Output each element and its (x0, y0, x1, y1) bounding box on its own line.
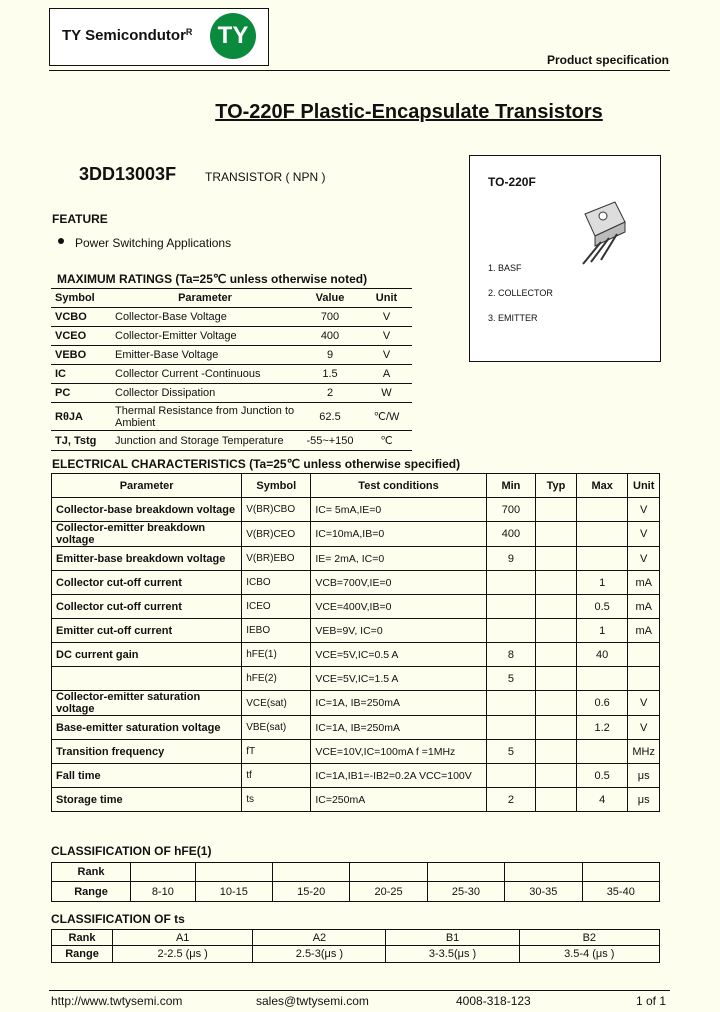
ec-cell (536, 547, 577, 571)
ts-rank-cell: A2 (253, 930, 386, 946)
ec-cell: IC=10mA,IB=0 (311, 522, 486, 547)
max-ratings-heading: MAXIMUM RATINGS (Ta=25℃ unless otherwise noted) (57, 272, 368, 286)
ec-cell: IC=1A, IB=250mA (311, 716, 486, 740)
table-row (52, 571, 660, 595)
package-box (469, 155, 661, 362)
table-row (52, 716, 660, 740)
ec-cell: Collector cut-off current (52, 571, 242, 595)
table-row (52, 619, 660, 643)
company-logo-box (49, 8, 269, 66)
ec-cell (576, 522, 627, 547)
ec-cell: hFE(2) (242, 667, 311, 691)
pin-3-label: 3. EMITTER (488, 313, 538, 323)
class-ts-heading: CLASSIFICATION OF ts (51, 912, 185, 926)
table-row (52, 547, 660, 571)
mr-header-value: Value (299, 289, 361, 308)
ec-cell (486, 595, 535, 619)
ec-cell: IE= 2mA, IC=0 (311, 547, 486, 571)
ec-header-parameter: Parameter (52, 474, 242, 498)
ec-cell: MHz (628, 740, 660, 764)
ec-cell: Storage time (52, 788, 242, 812)
ec-cell: mA (628, 571, 660, 595)
ec-cell (536, 667, 577, 691)
ts-range-cell: 2.5-3(μs ) (253, 946, 386, 963)
table-row (52, 740, 660, 764)
ec-cell (486, 619, 535, 643)
ec-cell (628, 643, 660, 667)
ec-cell: IC=1A, IB=250mA (311, 691, 486, 716)
ec-cell: Fall time (52, 764, 242, 788)
ec-cell: V (628, 498, 660, 522)
ec-cell: V(BR)EBO (242, 547, 311, 571)
bullet-icon (58, 238, 64, 244)
ec-cell: V (628, 716, 660, 740)
ec-cell: 700 (486, 498, 535, 522)
mr-header-symbol: Symbol (51, 289, 111, 308)
ec-cell (486, 571, 535, 595)
ec-cell: ICEO (242, 595, 311, 619)
ec-cell: Emitter-base breakdown voltage (52, 547, 242, 571)
hfe-range-label: Range (52, 882, 131, 902)
ec-cell: V (628, 547, 660, 571)
mr-header-parameter: Parameter (111, 289, 299, 308)
header-divider (49, 70, 670, 71)
ec-cell: μs (628, 764, 660, 788)
ec-cell: Base-emitter saturation voltage (52, 716, 242, 740)
table-row (52, 522, 660, 547)
ec-cell: Collector-base breakdown voltage (52, 498, 242, 522)
company-name: TY Semicondutor$^R$ (62, 27, 193, 44)
ec-cell (536, 571, 577, 595)
ec-cell: Transition frequency (52, 740, 242, 764)
ec-cell (536, 716, 577, 740)
ec-cell (536, 740, 577, 764)
ec-header-symbol: Symbol (242, 474, 311, 498)
table-row: RθJA Thermal Resistance from Junction to Ambient 62.5 ℃/W (51, 403, 412, 431)
ec-cell: V (628, 522, 660, 547)
ec-cell (486, 691, 535, 716)
electrical-heading: ELECTRICAL CHARACTERISTICS (Ta=25℃ unless otherwise specified) (52, 457, 461, 471)
electrical-characteristics-table (51, 473, 660, 812)
ec-cell: VCB=700V,IE=0 (311, 571, 486, 595)
ec-header-unit: Unit (628, 474, 660, 498)
part-type: TRANSISTOR ( NPN ) (205, 170, 326, 184)
hfe-rank-label: Rank (52, 863, 131, 882)
ec-cell: 2 (486, 788, 535, 812)
ec-cell (628, 667, 660, 691)
ec-cell: ts (242, 788, 311, 812)
ec-cell: 4 (576, 788, 627, 812)
ec-cell (536, 691, 577, 716)
ec-cell: Collector-emitter saturation voltage (52, 691, 242, 716)
ec-cell (52, 667, 242, 691)
table-row: PC Collector Dissipation 2 W (51, 384, 412, 403)
ec-cell: 9 (486, 547, 535, 571)
ec-cell: V(BR)CEO (242, 522, 311, 547)
ec-cell: VEB=9V, IC=0 (311, 619, 486, 643)
ec-cell: 1 (576, 619, 627, 643)
ec-cell (536, 764, 577, 788)
ec-cell (536, 788, 577, 812)
ec-cell (486, 716, 535, 740)
hfe-range-cell: 20-25 (350, 882, 427, 902)
footer-url-link[interactable]: http://www.twtysemi.com (51, 994, 183, 1008)
hfe-range-cell: 35-40 (582, 882, 659, 902)
ec-cell (576, 667, 627, 691)
ec-cell: 5 (486, 740, 535, 764)
hfe-range-cell: 8-10 (131, 882, 196, 902)
to220f-package-icon (565, 196, 645, 266)
hfe-range-cell: 15-20 (273, 882, 350, 902)
ec-cell: IC=250mA (311, 788, 486, 812)
ec-cell: 1.2 (576, 716, 627, 740)
ec-cell: V(BR)CBO (242, 498, 311, 522)
ec-cell (536, 522, 577, 547)
document-title: TO-220F Plastic-Encapsulate Transistors (215, 101, 603, 123)
ec-cell: 400 (486, 522, 535, 547)
hfe-range-cell: 25-30 (427, 882, 504, 902)
table-row: TJ, Tstg Junction and Storage Temperature -55~+150 ℃ (51, 431, 412, 451)
ec-header-max: Max (576, 474, 627, 498)
table-row (52, 691, 660, 716)
registered-mark: R (185, 27, 193, 37)
ec-cell: 0.5 (576, 764, 627, 788)
ec-cell: 8 (486, 643, 535, 667)
ec-cell: VCE(sat) (242, 691, 311, 716)
table-row: IC Collector Current -Continuous 1.5 A (51, 365, 412, 384)
ec-cell: 5 (486, 667, 535, 691)
ty-logo-icon: TY (210, 13, 256, 59)
ts-rank-cell: B2 (519, 930, 659, 946)
ec-cell: 0.6 (576, 691, 627, 716)
ec-cell: VBE(sat) (242, 716, 311, 740)
table-row (52, 498, 660, 522)
ts-range-cell: 3.5-4 (μs ) (519, 946, 659, 963)
ec-cell (576, 740, 627, 764)
ec-cell: 1 (576, 571, 627, 595)
part-number: 3DD13003F (79, 164, 177, 184)
table-row: VCEO Collector-Emitter Voltage 400 V (51, 327, 412, 346)
ts-range-label: Range (52, 946, 113, 963)
ec-cell: μs (628, 788, 660, 812)
ec-cell: VCE=5V,IC=1.5 A (311, 667, 486, 691)
class-hfe-table (51, 862, 660, 902)
ec-cell: 40 (576, 643, 627, 667)
footer-divider (49, 990, 670, 991)
ec-cell (486, 764, 535, 788)
ec-cell (576, 498, 627, 522)
class-hfe-heading: CLASSIFICATION OF hFE(1) (51, 844, 212, 858)
ec-cell (536, 619, 577, 643)
footer-email-link[interactable]: sales@twtysemi.com (256, 994, 369, 1008)
hfe-range-cell: 30-35 (505, 882, 582, 902)
ec-cell: Emitter cut-off current (52, 619, 242, 643)
ec-cell: VCE=400V,IB=0 (311, 595, 486, 619)
ec-cell: ICBO (242, 571, 311, 595)
ec-header-typ: Typ (536, 474, 577, 498)
table-row: VCBO Collector-Base Voltage 700 V (51, 308, 412, 327)
table-row (52, 764, 660, 788)
max-ratings-table (51, 288, 412, 451)
package-title: TO-220F (488, 175, 536, 189)
ec-cell: fT (242, 740, 311, 764)
ec-cell: mA (628, 595, 660, 619)
ec-cell (536, 498, 577, 522)
ts-rank-cell: B1 (386, 930, 519, 946)
ec-cell: tf (242, 764, 311, 788)
ec-cell: IC=1A,IB1=-IB2=0.2A VCC=100V (311, 764, 486, 788)
ts-range-cell: 2-2.5 (μs ) (113, 946, 253, 963)
ec-cell: IC= 5mA,IE=0 (311, 498, 486, 522)
table-row (52, 643, 660, 667)
ts-range-cell: 3-3.5(μs ) (386, 946, 519, 963)
ec-cell: Collector-emitter breakdown voltage (52, 522, 242, 547)
ec-cell (536, 595, 577, 619)
ec-header-test-conditions: Test conditions (311, 474, 486, 498)
ec-cell: Collector cut-off current (52, 595, 242, 619)
ec-cell: hFE(1) (242, 643, 311, 667)
ec-cell: DC current gain (52, 643, 242, 667)
ec-cell (536, 643, 577, 667)
class-ts-table (51, 929, 660, 963)
pin-1-label: 1. BASF (488, 263, 522, 273)
ec-cell: 0.5 (576, 595, 627, 619)
feature-heading: FEATURE (52, 212, 108, 226)
footer-page-number: 1 of 1 (636, 994, 667, 1008)
table-row (52, 667, 660, 691)
ec-cell: VCE=10V,IC=100mA f =1MHz (311, 740, 486, 764)
ec-cell (576, 547, 627, 571)
table-row (52, 788, 660, 812)
footer-phone: 4008-318-123 (456, 994, 531, 1008)
table-row (52, 595, 660, 619)
ec-cell: mA (628, 619, 660, 643)
ts-rank-label: Rank (52, 930, 113, 946)
hfe-range-cell: 10-15 (195, 882, 272, 902)
feature-item: Power Switching Applications (75, 236, 232, 250)
pin-2-label: 2. COLLECTOR (488, 288, 553, 298)
ec-cell: V (628, 691, 660, 716)
ec-cell: VCE=5V,IC=0.5 A (311, 643, 486, 667)
mr-header-unit: Unit (361, 289, 412, 308)
table-row: VEBO Emitter-Base Voltage 9 V (51, 346, 412, 365)
ts-rank-cell: A1 (113, 930, 253, 946)
ec-header-min: Min (486, 474, 535, 498)
product-specification-label: Product specification (546, 53, 669, 67)
ec-cell: IEBO (242, 619, 311, 643)
